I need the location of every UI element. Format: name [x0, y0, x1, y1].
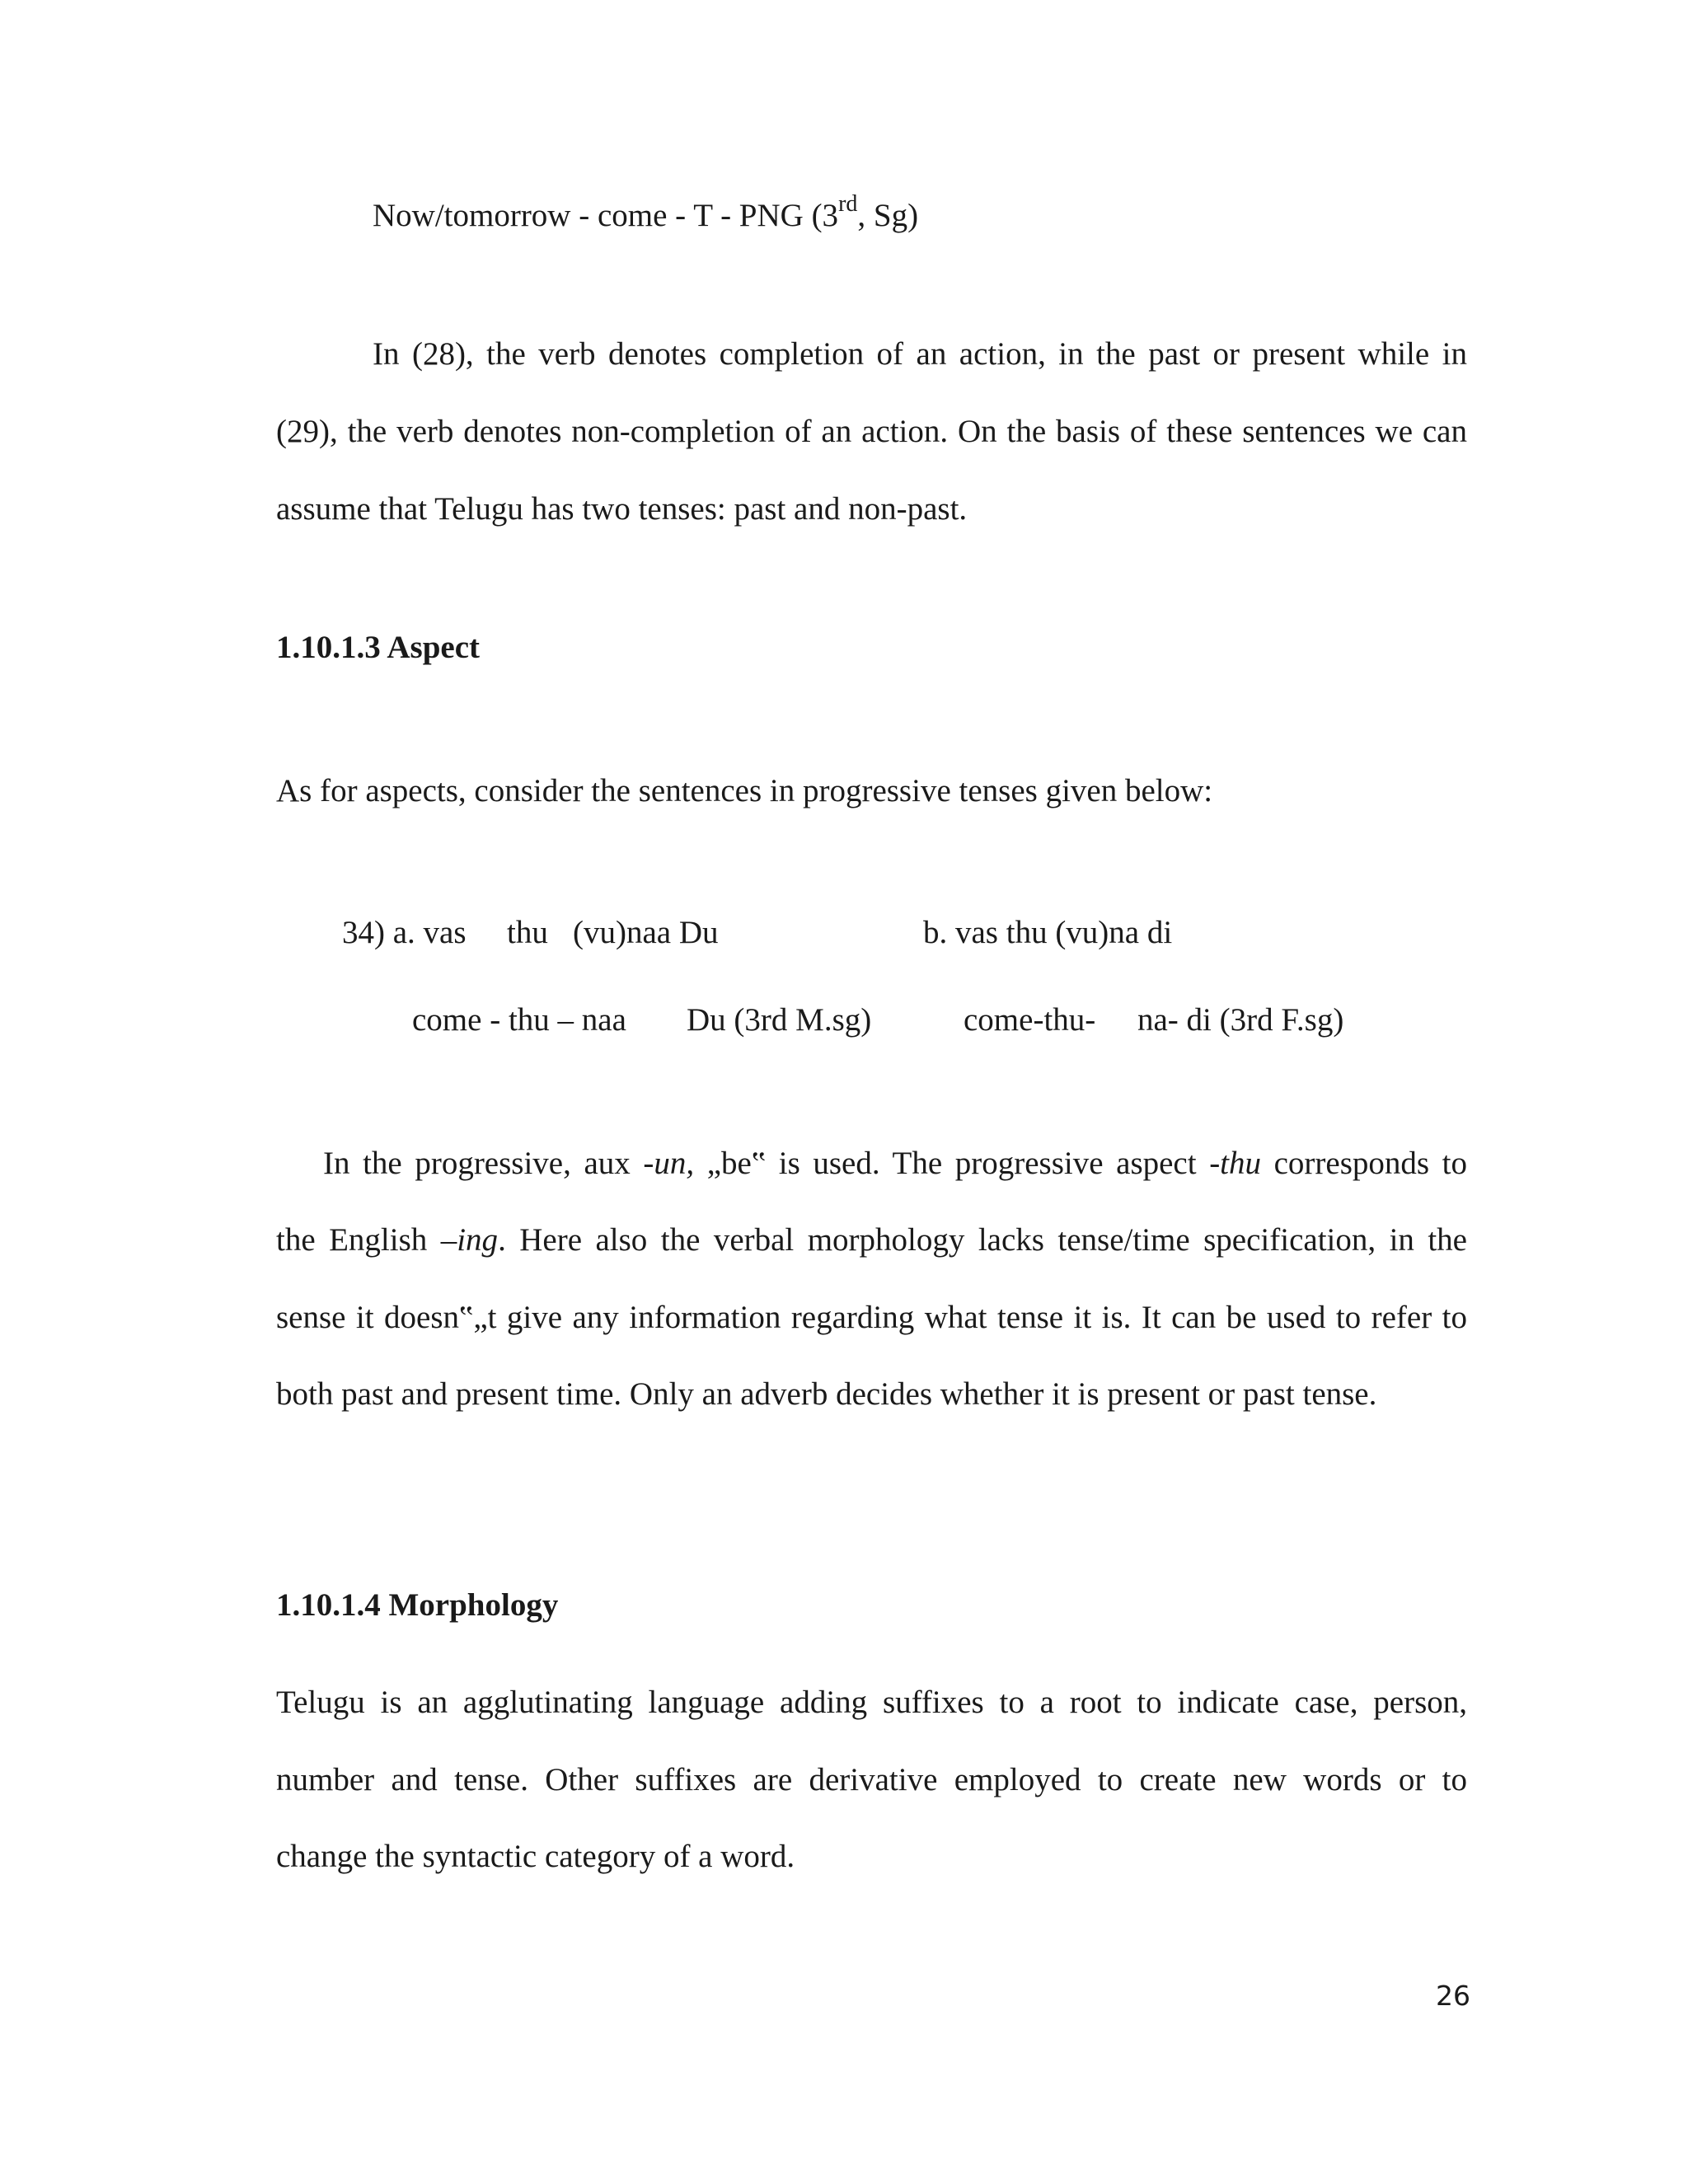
paragraph-2-line-4: both past and present time. Only an adverb decides whether it is present or past tense.	[276, 1376, 1377, 1412]
paragraph-1-line-3: assume that Telugu has two tenses: past and non-past.	[276, 491, 968, 527]
paragraph-3-line-1: Telugu is an agglutinating language adding suffixes to a root to indicate case, person,	[276, 1685, 1467, 1720]
example-34b-gloss-1: come-thu-	[964, 1002, 1096, 1038]
section-heading-morphology: 1.10.1.4 Morphology	[276, 1587, 559, 1623]
paragraph-1-line-1: In (28), the verb denotes completion of an action, in the past or present while in	[373, 336, 1467, 372]
paragraph-3-line-2: number and tense. Other suffixes are derivative employed to create new words or to	[276, 1762, 1467, 1797]
aspect-intro-text: As for aspects, consider the sentences in progressive tenses given below:	[276, 773, 1213, 808]
gloss-line	[373, 191, 919, 236]
gloss-line-tail: , Sg)	[857, 198, 919, 233]
example-34b-gloss-2: na- di (3rd F.sg)	[1137, 1002, 1344, 1038]
paragraph-2-line-1: In the progressive, aux -un, „be‟ is used. The progressive aspect -thu corresponds to	[323, 1146, 1467, 1181]
paragraph-1-line-2: (29), the verb denotes non-completion of an action. On the basis of these sentences we can	[276, 414, 1467, 449]
page-number: 26	[1436, 1980, 1470, 2012]
section-heading-aspect: 1.10.1.3 Aspect	[276, 630, 480, 665]
paragraph-2-line-3: sense it doesn‟„t give any information regarding what tense it is. It can be used to refer to	[276, 1300, 1467, 1335]
gloss-line-superscript: rd	[838, 191, 858, 217]
example-34b-text: b. vas thu (vu)na di	[923, 915, 1173, 950]
gloss-line-text: Now/tomorrow - come - T - PNG (3	[373, 198, 839, 233]
paragraph-3-line-3: change the syntactic category of a word.	[276, 1839, 795, 1874]
example-34a-gloss-1: come - thu – naa	[412, 1002, 626, 1038]
example-34a-word-3: (vu)naa Du	[573, 915, 719, 950]
example-34a-label: 34) a. vas	[342, 915, 467, 950]
example-34a-gloss-2: Du (3rd M.sg)	[687, 1002, 872, 1038]
example-34a-word-2: thu	[507, 915, 548, 950]
paragraph-2-line-2: the English –ing. Here also the verbal morphology lacks tense/time specification, in the	[276, 1222, 1467, 1258]
